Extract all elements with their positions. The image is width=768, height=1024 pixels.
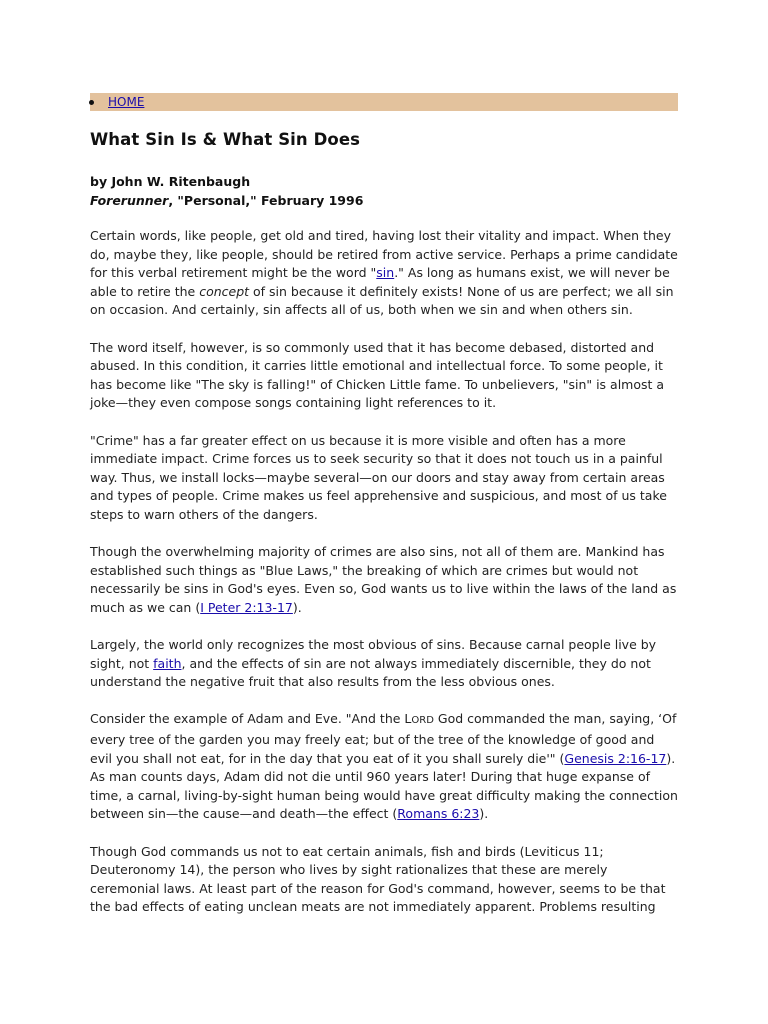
article-body — [90, 227, 680, 936]
author: by John W. Ritenbaugh — [90, 174, 251, 189]
text: , and the effects of sin are not always immediately discernible, they do not understand the negative fruit that also results from the less obvious ones. — [90, 655, 651, 690]
text: of sin because it definitely exists! None of us are perfect; we all sin on occasion. And certainly, sin affects all of us, both when we sin and when others sin. — [90, 283, 674, 318]
scripture-link-genesis[interactable]: Genesis 2:16-17 — [564, 750, 667, 766]
text: ." As long as humans exist, we will never be able to retire the — [90, 265, 670, 299]
bullet-icon — [89, 100, 94, 105]
byline — [90, 172, 363, 210]
scripture-link-1-peter[interactable]: I Peter 2:13-17 — [200, 599, 293, 615]
scripture-link-romans[interactable]: Romans 6:23 — [397, 806, 480, 822]
paragraph-1 — [90, 227, 680, 320]
publication-name: Forerunner — [90, 193, 169, 208]
publication-line — [90, 191, 363, 210]
text: Though the overwhelming majority of crimes are also sins, not all of them are. Mankind has established such things as "Blue Laws," the breaking of which are crimes but would not necessarily be sins in God's eyes. Even so, God wants us to live within the laws of the land as much as we can ( — [90, 544, 677, 615]
home-link[interactable]: HOME — [108, 95, 145, 109]
nav-bar — [90, 93, 678, 111]
text: God commanded the man, saying, ‘Of every tree of the garden you may freely eat; but of the tree of the knowledge of good and evil you shall not eat, for in the day that you eat of it you shall surely die'" ( — [90, 711, 677, 766]
paragraph-3: "Crime" has a far greater effect on us because it is more visible and often has a more immediate impact. Crime forces us to seek security so that it does not touch us in a painful way. Thus, we install locks—maybe several—on our doors and stay away from certain areas and types of people. Crime makes us feel apprehensive and suspicious, and most of us take steps to warn others of the dangers. — [90, 432, 667, 522]
sin-link[interactable]: sin — [376, 265, 395, 281]
paragraph-7: Though God commands us not to eat certain animals, fish and birds (Leviticus 11; Deuteronomy 14), the person who lives by sight rationalizes that these are merely ceremonial laws. At least part of the reason for God's command, however, seems to be that the bad effects of eating unclean meats are not immediately apparent. Problems resulting — [90, 843, 666, 915]
text: ). — [479, 806, 489, 822]
paragraph-6 — [90, 710, 680, 824]
emphasis: concept — [199, 283, 250, 299]
text: Largely, the world only recognizes the most obvious of sins. Because carnal people live by sight, not — [90, 637, 657, 671]
paragraph-5 — [90, 636, 680, 692]
faith-link[interactable]: faith — [153, 655, 182, 671]
text: Consider the example of Adam and Eve. "And the L — [90, 711, 412, 727]
small-caps-text: ORD — [411, 715, 434, 727]
text: ). — [292, 599, 302, 615]
text: ). As man counts days, Adam did not die until 960 years later! During that huge expanse of time, a carnal, living-by-sight human being would have great difficulty making the connection between sin—the cause—and death—the effect ( — [90, 750, 678, 822]
paragraph-4 — [90, 543, 680, 617]
publication-details: , "Personal," February 1996 — [168, 193, 364, 208]
nav-item-home — [108, 93, 144, 111]
article-title: What Sin Is & What Sin Does — [90, 130, 361, 149]
paragraph-2: The word itself, however, is so commonly used that it has become debased, distorted and abused. In this condition, it carries little emotional and intellectual force. To some people, it has become like "The sky is falling!" of Chicken Little fame. To unbelievers, "sin" is almost a joke—they even compose songs containing light references to it. — [90, 339, 665, 411]
text: Certain words, like people, get old and tired, having lost their vitality and impact. When they do, maybe they, like people, should be retired from active service. Perhaps a prime candidate for this verbal retirement might be the word " — [90, 228, 678, 281]
